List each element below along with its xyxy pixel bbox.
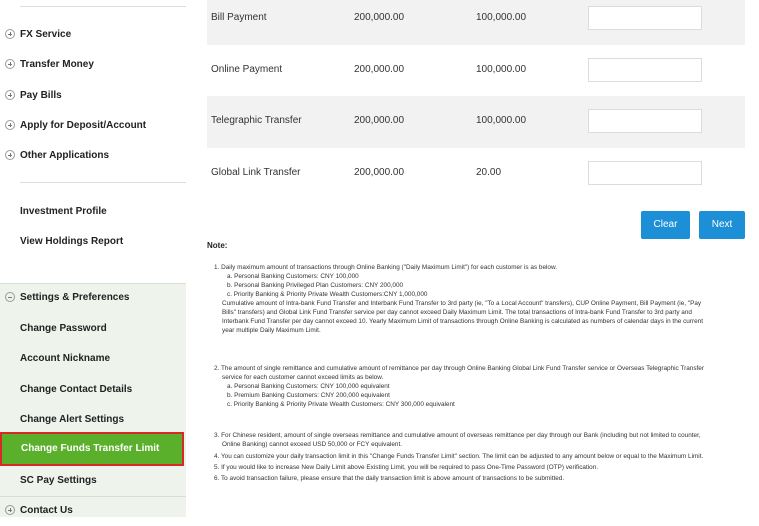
sidebar-item-view-holdings-report[interactable] <box>0 227 186 257</box>
limit-row-telegraphic-transfer <box>207 96 745 148</box>
sidebar-item-label: Contact Us <box>20 505 73 516</box>
limit-row-bill-payment <box>207 0 745 45</box>
note-line: Interbank Fund Transfer per day cannot exceed 10. Yearly Maximum Limit of transactions through Online Banking is calculated as numbers of calendar days in the current <box>222 318 703 325</box>
new-limit-input[interactable] <box>588 161 702 185</box>
new-limit-input[interactable] <box>588 58 702 82</box>
sidebar-item-label: Change Alert Settings <box>20 414 125 425</box>
sidebar-item-transfer-money[interactable] <box>0 50 186 80</box>
note-line: b. Premium Banking Customers: CNY 200,000 equivalent <box>227 392 390 399</box>
sidebar-item-change-contact-details[interactable] <box>0 375 186 405</box>
limit-type: Bill Payment <box>211 12 267 23</box>
existing-limit: 100,000.00 <box>476 64 527 75</box>
note-line: 1. Daily maximum amount of transactions through Online Banking ("Daily Maximum Limit") for each customer is as below. <box>214 264 558 271</box>
limit-row-online-payment <box>207 45 745 97</box>
new-limit-input[interactable] <box>588 109 702 133</box>
next-button[interactable]: Next <box>699 211 745 239</box>
plus-circle-icon <box>5 59 15 69</box>
sidebar-item-label: FX Service <box>20 29 72 40</box>
sidebar-item-investment-profile[interactable] <box>0 197 186 227</box>
maximum-limit: 200,000.00 <box>354 12 405 23</box>
sidebar-item-label: Account Nickname <box>20 353 111 364</box>
existing-limit: 100,000.00 <box>476 115 527 126</box>
note-line: a. Personal Banking Customers: CNY 100,000 equivalent <box>227 383 390 390</box>
plus-circle-icon <box>5 505 15 515</box>
note-line: 3. For Chinese resident, amount of single overseas remittance and cumulative amount of overseas remittance per day through our Bank (including but not limited to counter, <box>214 432 701 439</box>
sidebar-item-change-funds-transfer-limit[interactable] <box>0 432 184 466</box>
sidebar-item-other-applications[interactable] <box>0 141 186 171</box>
sidebar-item-apply-deposit-account[interactable] <box>0 111 186 141</box>
sidebar <box>0 0 186 517</box>
sidebar-item-label: Pay Bills <box>20 90 62 101</box>
sidebar-item-sc-pay-settings[interactable] <box>0 466 186 496</box>
note-line: 2. The amount of single remittance and cumulative amount of remittance per day through Online Banking Global Link Fund Transfer service or Overseas Telegraphic Transfer <box>214 365 704 372</box>
note-line: Online Banking) cannot exceed USD 50,000 or FCY equivalent. <box>222 441 402 448</box>
note-line: service for each customer cannot exceed limits as below. <box>222 374 384 381</box>
sidebar-item-label: Other Applications <box>20 150 110 161</box>
note-title: Note: <box>207 241 228 250</box>
sidebar-item-settings-preferences[interactable] <box>0 283 186 313</box>
sidebar-item-label: Apply for Deposit/Account <box>20 120 147 131</box>
note-line: 6. To avoid transaction failure, please ensure that the daily transaction limit is above amount of transactions to be submitted. <box>214 475 565 482</box>
sidebar-item-fx-service[interactable] <box>0 20 186 50</box>
sidebar-item-contact-us[interactable] <box>0 496 186 526</box>
sidebar-item-label: Change Password <box>20 323 107 334</box>
limit-type: Online Payment <box>211 64 283 75</box>
divider <box>20 6 186 7</box>
sidebar-item-label: Transfer Money <box>20 59 94 70</box>
sidebar-item-label: View Holdings Report <box>20 236 124 247</box>
note-line: c. Priority Banking & Priority Private Wealth Customers: CNY 300,000 equivalent <box>227 401 455 408</box>
note-line: Bills" transfers) and Global Link Fund Transfer service per day cannot exceed Daily Maximum Limit. The total transactions of Intra-bank Fund Transfer to 3rd party and <box>222 309 692 316</box>
sidebar-item-change-alert-settings[interactable] <box>0 405 186 435</box>
clear-button[interactable]: Clear <box>641 211 690 239</box>
limit-type: Global Link Transfer <box>211 167 301 178</box>
note-line: 5. If you would like to increase New Daily Limit above Existing Limit, you will be required to pass One-Time Password (OTP) verification. <box>214 464 599 471</box>
note-line: c. Priority Banking & Priority Private Wealth Customers:CNY 1,000,000 <box>227 291 428 298</box>
plus-circle-icon <box>5 150 15 160</box>
sidebar-item-label: Settings & Preferences <box>20 292 130 303</box>
sidebar-item-label: Change Contact Details <box>20 384 133 395</box>
note-line: year multiple Daily Maximum Limit. <box>222 327 321 334</box>
limit-type: Telegraphic Transfer <box>211 115 302 126</box>
plus-circle-icon <box>5 120 15 130</box>
maximum-limit: 200,000.00 <box>354 64 405 75</box>
sidebar-item-label: Investment Profile <box>20 206 107 217</box>
note-line: b. Personal Banking Privileged Plan Customers: CNY 200,000 <box>227 282 404 289</box>
new-limit-input[interactable] <box>588 6 702 30</box>
sidebar-item-label: SC Pay Settings <box>20 475 97 486</box>
existing-limit: 20.00 <box>476 167 502 178</box>
limit-row-global-link-transfer <box>207 148 745 200</box>
plus-circle-icon <box>5 90 15 100</box>
sidebar-item-pay-bills[interactable] <box>0 81 186 111</box>
maximum-limit: 200,000.00 <box>354 115 405 126</box>
main-content <box>200 0 759 517</box>
sidebar-item-change-password[interactable] <box>0 314 186 344</box>
note-line: Cumulative amount of Intra-bank Fund Transfer and Interbank Fund Transfer to 3rd party (ie, "To a Local Account" transfers), CUP Online Payment, Bill Payment (ie, "Pay <box>222 300 702 307</box>
sidebar-item-label: Change Funds Transfer Limit <box>21 443 160 454</box>
note-line: a. Personal Banking Customers: CNY 100,000 <box>227 273 359 280</box>
plus-circle-icon <box>5 29 15 39</box>
divider <box>20 182 186 183</box>
note-line: 4. You can customize your daily transaction limit in this "Change Funds Transfer Limit" section. The limit can be adjusted to any amount below or equal to the Maximum Limit. <box>214 453 704 460</box>
minus-circle-icon <box>5 292 15 302</box>
maximum-limit: 200,000.00 <box>354 167 405 178</box>
sidebar-item-account-nickname[interactable] <box>0 344 186 374</box>
existing-limit: 100,000.00 <box>476 12 527 23</box>
